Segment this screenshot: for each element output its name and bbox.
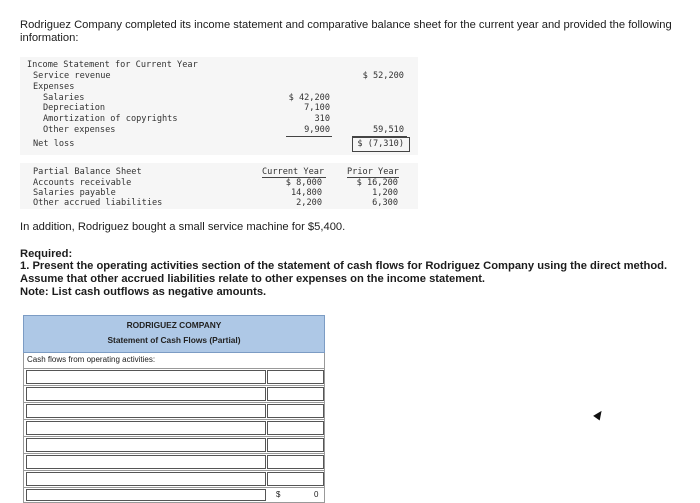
description-input[interactable] — [26, 438, 266, 452]
form-row — [23, 369, 325, 386]
description-input[interactable] — [26, 404, 266, 418]
total-expenses-value: 59,510 — [372, 125, 404, 135]
depreciation-label: Depreciation — [43, 103, 106, 113]
total-row — [23, 488, 325, 503]
form-row — [23, 437, 325, 454]
amount-input[interactable] — [267, 438, 324, 452]
income-statement-title: Income Statement for Current Year — [27, 60, 198, 70]
bs-row-current: 14,800 — [290, 188, 322, 198]
required-note: Note: List cash outflows as negative amounts. — [20, 286, 267, 298]
description-input[interactable] — [26, 421, 266, 435]
amount-input[interactable] — [267, 404, 324, 418]
other-expenses-label: Other expenses — [43, 125, 116, 135]
bs-row-label: Accounts receivable — [33, 178, 132, 188]
mouse-pointer-icon — [593, 409, 605, 421]
required-item: 1. Present the operating activities section of the statement of cash flows for Rodriguez Company using the direct method. Assume that other accrued liabilities relate to other expenses on the income statement. — [20, 260, 668, 285]
description-input[interactable] — [26, 472, 266, 486]
amortization-label: Amortization of copyrights — [43, 114, 178, 124]
bs-row-label: Salaries payable — [33, 188, 116, 198]
bs-row-current: $ 8,000 — [285, 178, 322, 188]
statement-title: Statement of Cash Flows (Partial) — [107, 335, 241, 345]
expenses-underline — [286, 136, 332, 137]
amount-input[interactable] — [267, 472, 324, 486]
bs-row-current: 2,200 — [296, 198, 322, 208]
salaries-label: Salaries — [43, 93, 85, 103]
form-row — [23, 471, 325, 488]
form-row — [23, 454, 325, 471]
current-year-header: Current Year — [262, 167, 325, 177]
service-revenue-value: $ 52,200 — [362, 71, 404, 81]
amount-input[interactable] — [267, 421, 324, 435]
service-revenue-label: Service revenue — [33, 71, 111, 81]
bs-row-label: Other accrued liabilities — [33, 198, 163, 208]
required-heading: Required: — [20, 248, 73, 260]
cash-flow-form — [23, 315, 325, 503]
amount-input[interactable] — [267, 370, 324, 384]
expenses-label: Expenses — [33, 82, 75, 92]
description-input[interactable] — [26, 370, 266, 384]
net-loss-label: Net loss — [33, 139, 75, 149]
bs-row-prior: 1,200 — [372, 188, 398, 198]
addition-text: In addition, Rodriguez bought a small service machine for $5,400. — [20, 221, 346, 233]
form-row — [23, 403, 325, 420]
form-row — [23, 386, 325, 403]
amortization-value: 310 — [314, 114, 330, 124]
amount-input[interactable] — [267, 387, 324, 401]
intro-text: Rodriguez Company completed its income statement and comparative balance sheet for the current year and provided the following information: — [20, 19, 672, 44]
form-header — [23, 315, 325, 353]
total-description-input[interactable] — [26, 489, 266, 501]
section-row — [23, 353, 325, 369]
form-row — [23, 420, 325, 437]
other-expenses-value: 9,900 — [304, 125, 330, 135]
description-input[interactable] — [26, 387, 266, 401]
depreciation-value: 7,100 — [304, 103, 330, 113]
salaries-value: $ 42,200 — [288, 93, 330, 103]
bs-row-prior: 6,300 — [372, 198, 398, 208]
dollar-sign: $ — [276, 490, 281, 499]
bs-row-prior: $ 16,200 — [356, 178, 398, 188]
prior-year-header: Prior Year — [347, 167, 399, 177]
net-loss-value: $ (7,310) — [357, 139, 404, 149]
balance-sheet-title: Partial Balance Sheet — [33, 167, 142, 177]
total-value: 0 — [314, 490, 319, 499]
section-label: Cash flows from operating activities: — [27, 355, 156, 364]
company-name: RODRIGUEZ COMPANY — [126, 320, 222, 330]
